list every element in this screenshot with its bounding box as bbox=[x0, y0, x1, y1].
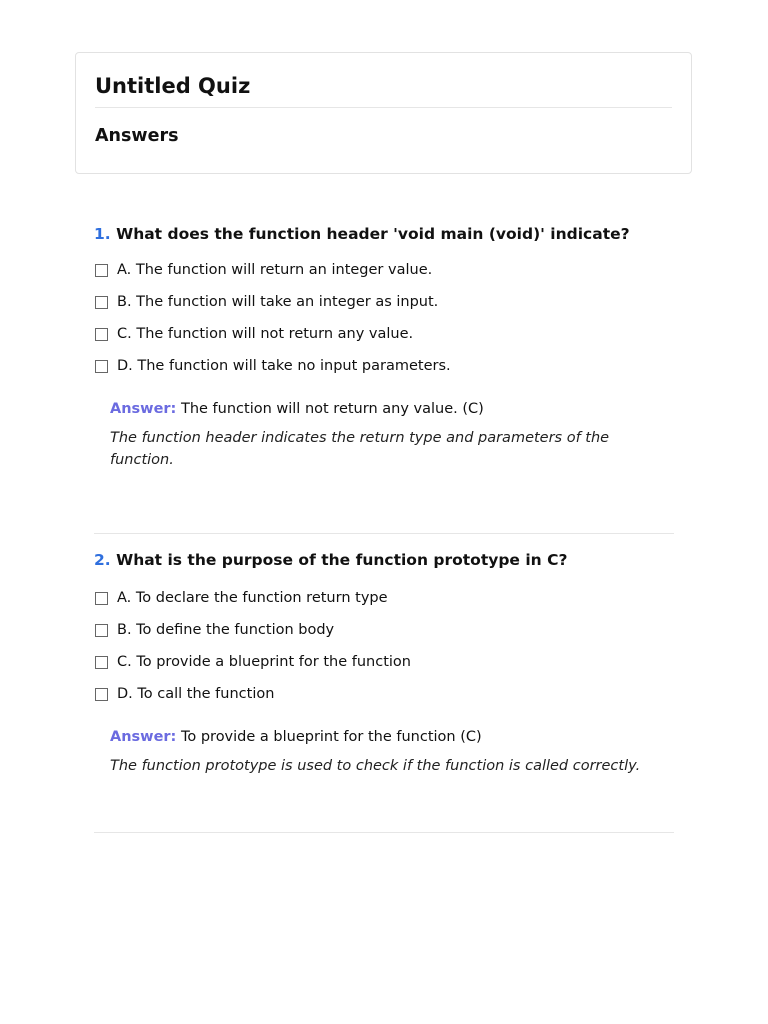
question-1-option-b[interactable] bbox=[94, 286, 674, 318]
option-label: D. The function will take no input parameters. bbox=[117, 358, 451, 374]
question-1-option-d[interactable] bbox=[94, 350, 674, 382]
answer-text: To provide a blueprint for the function (C) bbox=[180, 729, 482, 745]
answer-text: The function will not return any value. (C) bbox=[180, 401, 484, 417]
question-1 bbox=[94, 222, 674, 471]
checkbox-icon[interactable] bbox=[95, 688, 108, 701]
question-2-text bbox=[94, 548, 674, 573]
answer-label: Answer: bbox=[110, 401, 177, 417]
question-2-explanation: The function prototype is used to check if the function is called correctly. bbox=[110, 758, 641, 774]
checkbox-icon[interactable] bbox=[95, 624, 108, 637]
option-label: C. The function will not return any value. bbox=[117, 326, 414, 342]
question-2-prompt: What is the purpose of the function prototype in C? bbox=[116, 551, 568, 569]
question-1-prompt: What does the function header 'void main (void)' indicate? bbox=[116, 225, 630, 243]
question-divider bbox=[94, 533, 674, 534]
checkbox-icon[interactable] bbox=[95, 656, 108, 669]
question-2 bbox=[94, 548, 674, 777]
question-2-number: 2. bbox=[94, 551, 111, 569]
question-1-explanation: The function header indicates the return type and parameters of the function. bbox=[110, 430, 610, 468]
option-label: C. To provide a blueprint for the function bbox=[117, 654, 411, 670]
option-label: A. The function will return an integer value. bbox=[117, 262, 433, 278]
option-label: A. To declare the function return type bbox=[117, 590, 388, 606]
question-2-options bbox=[94, 582, 674, 710]
question-1-answer bbox=[94, 398, 674, 420]
header-divider bbox=[95, 107, 672, 108]
question-2-option-b[interactable] bbox=[94, 614, 674, 646]
quiz-header-card bbox=[75, 52, 692, 174]
checkbox-icon[interactable] bbox=[95, 360, 108, 373]
question-2-option-a[interactable] bbox=[94, 582, 674, 614]
question-1-text bbox=[94, 222, 674, 247]
question-1-option-a[interactable] bbox=[94, 254, 674, 286]
quiz-title: Untitled Quiz bbox=[95, 74, 251, 98]
question-2-option-d[interactable] bbox=[94, 678, 674, 710]
answer-label: Answer: bbox=[110, 729, 177, 745]
question-1-options bbox=[94, 254, 674, 382]
option-label: D. To call the function bbox=[117, 686, 275, 702]
checkbox-icon[interactable] bbox=[95, 328, 108, 341]
question-2-answer bbox=[94, 726, 674, 748]
option-label: B. To define the function body bbox=[117, 622, 335, 638]
question-1-number: 1. bbox=[94, 225, 111, 243]
question-2-option-c[interactable] bbox=[94, 646, 674, 678]
answers-heading: Answers bbox=[95, 126, 179, 146]
question-1-option-c[interactable] bbox=[94, 318, 674, 350]
checkbox-icon[interactable] bbox=[95, 296, 108, 309]
checkbox-icon[interactable] bbox=[95, 592, 108, 605]
checkbox-icon[interactable] bbox=[95, 264, 108, 277]
question-divider bbox=[94, 832, 674, 833]
option-label: B. The function will take an integer as input. bbox=[117, 294, 439, 310]
